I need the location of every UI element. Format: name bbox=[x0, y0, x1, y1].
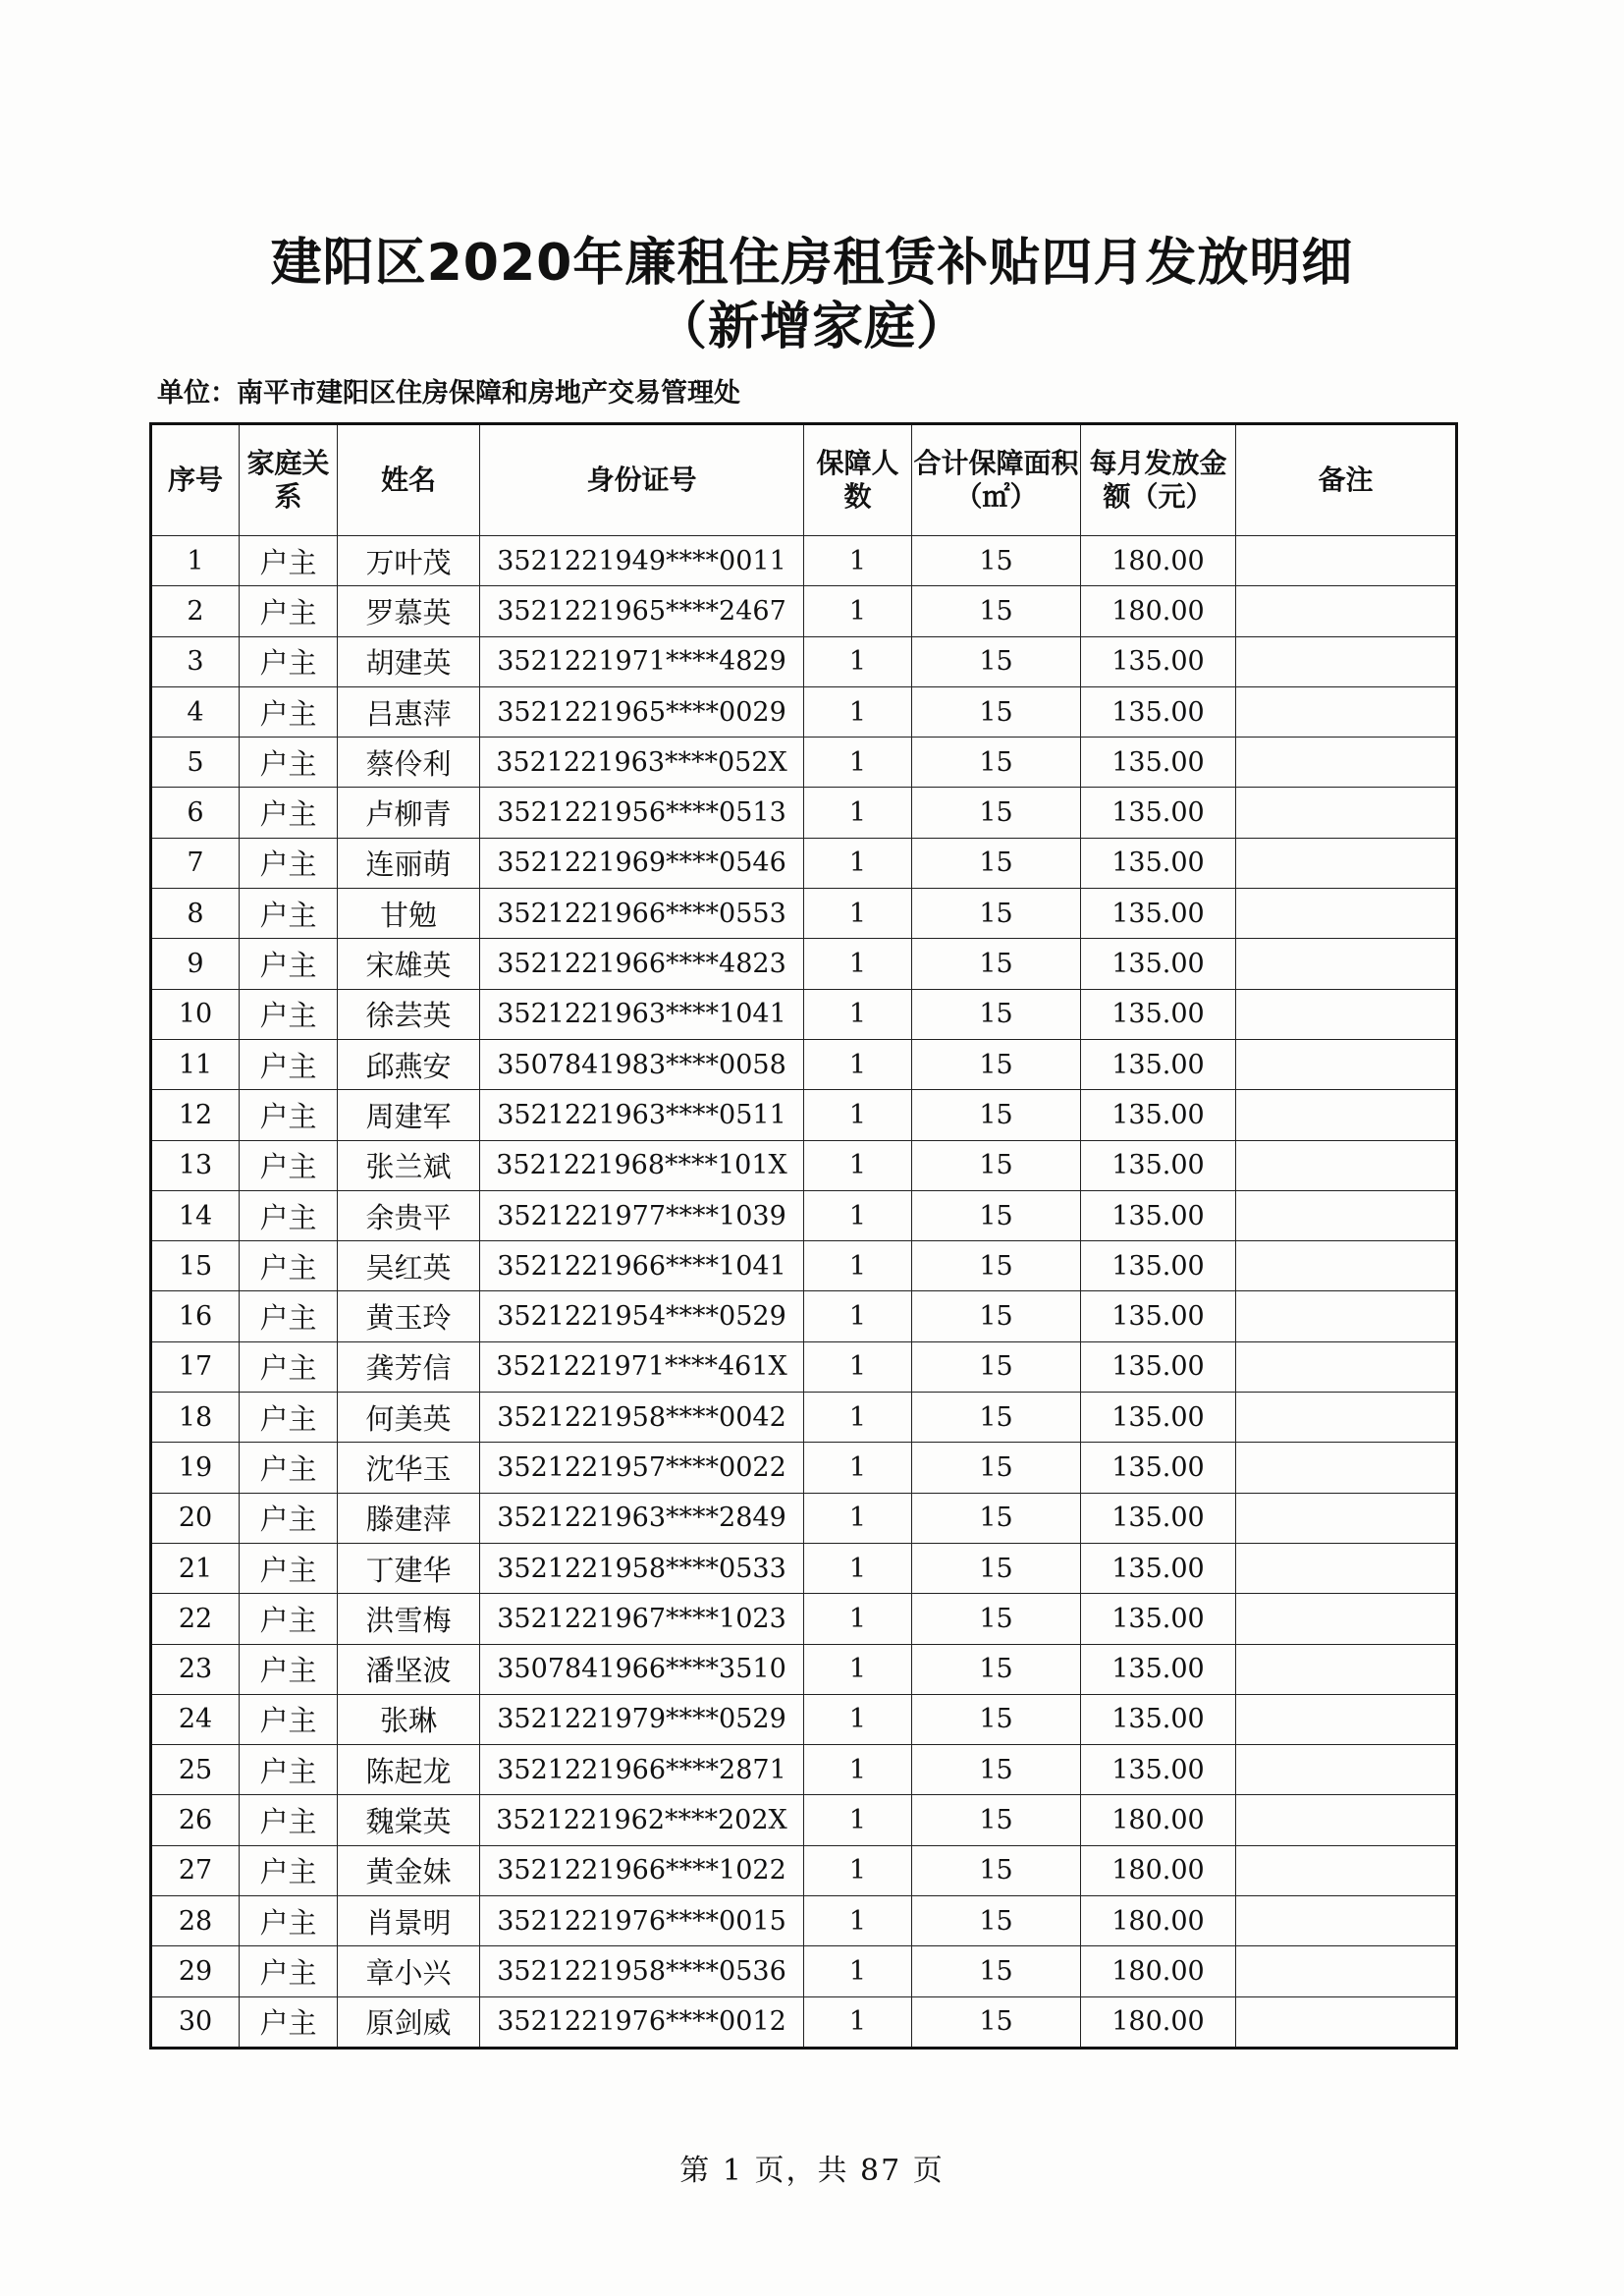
cell-amount: 180.00 bbox=[1081, 536, 1236, 586]
cell-name: 连丽萌 bbox=[338, 838, 480, 888]
cell-note bbox=[1236, 1896, 1457, 1946]
cell-seq: 19 bbox=[151, 1443, 240, 1493]
cell-persons: 1 bbox=[804, 1241, 912, 1291]
cell-note bbox=[1236, 1745, 1457, 1795]
cell-area: 15 bbox=[912, 1946, 1081, 1996]
cell-note bbox=[1236, 1644, 1457, 1694]
cell-name: 龚芳信 bbox=[338, 1341, 480, 1392]
header-seq: 序号 bbox=[151, 424, 240, 536]
cell-seq: 27 bbox=[151, 1845, 240, 1895]
cell-persons: 1 bbox=[804, 1795, 912, 1845]
table-row bbox=[151, 939, 1457, 989]
cell-persons: 1 bbox=[804, 1745, 912, 1795]
cell-seq: 15 bbox=[151, 1241, 240, 1291]
table-row bbox=[151, 1443, 1457, 1493]
table-row bbox=[151, 1946, 1457, 1996]
cell-id-number: 3521221958****0533 bbox=[480, 1543, 804, 1593]
cell-persons: 1 bbox=[804, 1594, 912, 1644]
cell-area: 15 bbox=[912, 1594, 1081, 1644]
cell-area: 15 bbox=[912, 1845, 1081, 1895]
cell-relation: 户主 bbox=[240, 636, 338, 686]
cell-seq: 24 bbox=[151, 1694, 240, 1744]
cell-name: 胡建英 bbox=[338, 636, 480, 686]
table-row bbox=[151, 1341, 1457, 1392]
cell-name: 沈华玉 bbox=[338, 1443, 480, 1493]
cell-relation: 户主 bbox=[240, 1543, 338, 1593]
cell-amount: 135.00 bbox=[1081, 738, 1236, 788]
cell-persons: 1 bbox=[804, 1291, 912, 1341]
cell-name: 洪雪梅 bbox=[338, 1594, 480, 1644]
cell-id-number: 3521221954****0529 bbox=[480, 1291, 804, 1341]
cell-id-number: 3521221977****1039 bbox=[480, 1190, 804, 1240]
cell-area: 15 bbox=[912, 1795, 1081, 1845]
table-row bbox=[151, 1594, 1457, 1644]
cell-note bbox=[1236, 1543, 1457, 1593]
table-row bbox=[151, 1039, 1457, 1089]
table-row bbox=[151, 788, 1457, 838]
cell-amount: 135.00 bbox=[1081, 788, 1236, 838]
cell-name: 滕建萍 bbox=[338, 1493, 480, 1543]
cell-area: 15 bbox=[912, 1341, 1081, 1392]
cell-relation: 户主 bbox=[240, 1845, 338, 1895]
cell-area: 15 bbox=[912, 586, 1081, 636]
cell-seq: 29 bbox=[151, 1946, 240, 1996]
cell-name: 何美英 bbox=[338, 1393, 480, 1443]
cell-id-number: 3521221963****0511 bbox=[480, 1090, 804, 1140]
cell-note bbox=[1236, 1140, 1457, 1190]
table-row bbox=[151, 1996, 1457, 2048]
cell-persons: 1 bbox=[804, 1341, 912, 1392]
cell-id-number: 3521221963****1041 bbox=[480, 989, 804, 1039]
table-row bbox=[151, 1644, 1457, 1694]
cell-id-number: 3521221965****2467 bbox=[480, 586, 804, 636]
table-row bbox=[151, 1745, 1457, 1795]
cell-name: 肖景明 bbox=[338, 1896, 480, 1946]
cell-seq: 14 bbox=[151, 1190, 240, 1240]
cell-amount: 135.00 bbox=[1081, 1039, 1236, 1089]
cell-name: 丁建华 bbox=[338, 1543, 480, 1593]
cell-persons: 1 bbox=[804, 838, 912, 888]
cell-persons: 1 bbox=[804, 686, 912, 737]
subsidy-table bbox=[149, 422, 1458, 2050]
cell-seq: 25 bbox=[151, 1745, 240, 1795]
cell-amount: 135.00 bbox=[1081, 1393, 1236, 1443]
cell-amount: 135.00 bbox=[1081, 1644, 1236, 1694]
cell-persons: 1 bbox=[804, 1996, 912, 2048]
cell-relation: 户主 bbox=[240, 586, 338, 636]
cell-relation: 户主 bbox=[240, 788, 338, 838]
cell-note bbox=[1236, 686, 1457, 737]
table-header-row bbox=[151, 424, 1457, 536]
cell-persons: 1 bbox=[804, 788, 912, 838]
table-body bbox=[151, 536, 1457, 2049]
cell-id-number: 3521221949****0011 bbox=[480, 536, 804, 586]
cell-note bbox=[1236, 989, 1457, 1039]
cell-id-number: 3521221956****0513 bbox=[480, 788, 804, 838]
cell-relation: 户主 bbox=[240, 1039, 338, 1089]
table-row bbox=[151, 1140, 1457, 1190]
cell-persons: 1 bbox=[804, 939, 912, 989]
cell-area: 15 bbox=[912, 989, 1081, 1039]
cell-area: 15 bbox=[912, 1393, 1081, 1443]
cell-relation: 户主 bbox=[240, 1594, 338, 1644]
table-row bbox=[151, 1694, 1457, 1744]
cell-relation: 户主 bbox=[240, 1140, 338, 1190]
cell-note bbox=[1236, 1996, 1457, 2048]
cell-seq: 16 bbox=[151, 1291, 240, 1341]
cell-name: 张兰斌 bbox=[338, 1140, 480, 1190]
table-row bbox=[151, 1393, 1457, 1443]
cell-name: 吴红英 bbox=[338, 1241, 480, 1291]
cell-id-number: 3507841983****0058 bbox=[480, 1039, 804, 1089]
cell-name: 章小兴 bbox=[338, 1946, 480, 1996]
header-area: 合计保障面积（㎡） bbox=[912, 424, 1081, 536]
cell-area: 15 bbox=[912, 1241, 1081, 1291]
cell-seq: 23 bbox=[151, 1644, 240, 1694]
cell-note bbox=[1236, 1039, 1457, 1089]
header-name: 姓名 bbox=[338, 424, 480, 536]
cell-note bbox=[1236, 1594, 1457, 1644]
cell-note bbox=[1236, 1443, 1457, 1493]
cell-name: 万叶茂 bbox=[338, 536, 480, 586]
cell-amount: 180.00 bbox=[1081, 1845, 1236, 1895]
cell-amount: 180.00 bbox=[1081, 1946, 1236, 1996]
cell-seq: 17 bbox=[151, 1341, 240, 1392]
cell-name: 蔡伶利 bbox=[338, 738, 480, 788]
cell-relation: 户主 bbox=[240, 1996, 338, 2048]
cell-id-number: 3521221968****101X bbox=[480, 1140, 804, 1190]
cell-seq: 3 bbox=[151, 636, 240, 686]
cell-seq: 20 bbox=[151, 1493, 240, 1543]
cell-id-number: 3521221962****202X bbox=[480, 1795, 804, 1845]
cell-area: 15 bbox=[912, 686, 1081, 737]
cell-relation: 户主 bbox=[240, 1393, 338, 1443]
cell-area: 15 bbox=[912, 889, 1081, 939]
cell-persons: 1 bbox=[804, 536, 912, 586]
cell-note bbox=[1236, 1341, 1457, 1392]
cell-id-number: 3521221958****0536 bbox=[480, 1946, 804, 1996]
cell-seq: 8 bbox=[151, 889, 240, 939]
cell-persons: 1 bbox=[804, 1493, 912, 1543]
cell-id-number: 3521221958****0042 bbox=[480, 1393, 804, 1443]
cell-relation: 户主 bbox=[240, 1795, 338, 1845]
cell-note bbox=[1236, 788, 1457, 838]
cell-area: 15 bbox=[912, 1644, 1081, 1694]
cell-name: 卢柳青 bbox=[338, 788, 480, 838]
cell-seq: 22 bbox=[151, 1594, 240, 1644]
cell-name: 宋雄英 bbox=[338, 939, 480, 989]
cell-relation: 户主 bbox=[240, 1291, 338, 1341]
cell-name: 甘勉 bbox=[338, 889, 480, 939]
cell-amount: 180.00 bbox=[1081, 1795, 1236, 1845]
cell-area: 15 bbox=[912, 838, 1081, 888]
header-id: 身份证号 bbox=[480, 424, 804, 536]
cell-name: 徐芸英 bbox=[338, 989, 480, 1039]
cell-id-number: 3521221967****1023 bbox=[480, 1594, 804, 1644]
header-persons: 保障人数 bbox=[804, 424, 912, 536]
cell-relation: 户主 bbox=[240, 939, 338, 989]
table-row bbox=[151, 989, 1457, 1039]
cell-name: 魏棠英 bbox=[338, 1795, 480, 1845]
cell-area: 15 bbox=[912, 1039, 1081, 1089]
cell-amount: 135.00 bbox=[1081, 1190, 1236, 1240]
cell-amount: 135.00 bbox=[1081, 636, 1236, 686]
table-row bbox=[151, 1241, 1457, 1291]
header-relation: 家庭关系 bbox=[240, 424, 338, 536]
cell-name: 黄金妹 bbox=[338, 1845, 480, 1895]
cell-id-number: 3507841966****3510 bbox=[480, 1644, 804, 1694]
cell-note bbox=[1236, 939, 1457, 989]
cell-amount: 135.00 bbox=[1081, 939, 1236, 989]
cell-persons: 1 bbox=[804, 989, 912, 1039]
cell-note bbox=[1236, 1190, 1457, 1240]
cell-name: 周建军 bbox=[338, 1090, 480, 1140]
cell-persons: 1 bbox=[804, 1946, 912, 1996]
table-row bbox=[151, 1090, 1457, 1140]
cell-note bbox=[1236, 738, 1457, 788]
cell-id-number: 3521221966****2871 bbox=[480, 1745, 804, 1795]
cell-relation: 户主 bbox=[240, 1493, 338, 1543]
cell-persons: 1 bbox=[804, 1140, 912, 1190]
issuing-unit: 单位：南平市建阳区住房保障和房地产交易管理处 bbox=[157, 378, 740, 409]
cell-area: 15 bbox=[912, 1493, 1081, 1543]
cell-note bbox=[1236, 586, 1457, 636]
cell-name: 陈起龙 bbox=[338, 1745, 480, 1795]
cell-relation: 户主 bbox=[240, 738, 338, 788]
cell-amount: 135.00 bbox=[1081, 1694, 1236, 1744]
cell-name: 潘坚波 bbox=[338, 1644, 480, 1694]
cell-note bbox=[1236, 1694, 1457, 1744]
cell-relation: 户主 bbox=[240, 838, 338, 888]
cell-note bbox=[1236, 636, 1457, 686]
table-row bbox=[151, 636, 1457, 686]
cell-id-number: 3521221971****461X bbox=[480, 1341, 804, 1392]
cell-relation: 户主 bbox=[240, 1443, 338, 1493]
cell-amount: 135.00 bbox=[1081, 1241, 1236, 1291]
cell-seq: 7 bbox=[151, 838, 240, 888]
cell-note bbox=[1236, 1795, 1457, 1845]
cell-persons: 1 bbox=[804, 1190, 912, 1240]
header-note: 备注 bbox=[1236, 424, 1457, 536]
cell-relation: 户主 bbox=[240, 989, 338, 1039]
cell-id-number: 3521221971****4829 bbox=[480, 636, 804, 686]
cell-seq: 11 bbox=[151, 1039, 240, 1089]
cell-amount: 135.00 bbox=[1081, 1594, 1236, 1644]
table-row bbox=[151, 1845, 1457, 1895]
cell-relation: 户主 bbox=[240, 686, 338, 737]
cell-seq: 6 bbox=[151, 788, 240, 838]
cell-area: 15 bbox=[912, 1291, 1081, 1341]
cell-area: 15 bbox=[912, 1543, 1081, 1593]
table-row bbox=[151, 1190, 1457, 1240]
cell-persons: 1 bbox=[804, 1090, 912, 1140]
cell-note bbox=[1236, 1493, 1457, 1543]
cell-id-number: 3521221966****1041 bbox=[480, 1241, 804, 1291]
cell-amount: 135.00 bbox=[1081, 1341, 1236, 1392]
cell-id-number: 3521221979****0529 bbox=[480, 1694, 804, 1744]
cell-amount: 135.00 bbox=[1081, 989, 1236, 1039]
cell-note bbox=[1236, 1946, 1457, 1996]
cell-id-number: 3521221966****0553 bbox=[480, 889, 804, 939]
cell-seq: 4 bbox=[151, 686, 240, 737]
cell-area: 15 bbox=[912, 1090, 1081, 1140]
cell-name: 原剑威 bbox=[338, 1996, 480, 2048]
cell-amount: 135.00 bbox=[1081, 889, 1236, 939]
cell-seq: 13 bbox=[151, 1140, 240, 1190]
cell-area: 15 bbox=[912, 1140, 1081, 1190]
cell-id-number: 3521221969****0546 bbox=[480, 838, 804, 888]
cell-area: 15 bbox=[912, 1443, 1081, 1493]
cell-name: 邱燕安 bbox=[338, 1039, 480, 1089]
cell-id-number: 3521221966****1022 bbox=[480, 1845, 804, 1895]
cell-seq: 30 bbox=[151, 1996, 240, 2048]
cell-name: 余贵平 bbox=[338, 1190, 480, 1240]
cell-persons: 1 bbox=[804, 586, 912, 636]
cell-relation: 户主 bbox=[240, 1644, 338, 1694]
table-row bbox=[151, 1291, 1457, 1341]
cell-id-number: 3521221963****052X bbox=[480, 738, 804, 788]
cell-area: 15 bbox=[912, 1996, 1081, 2048]
cell-area: 15 bbox=[912, 788, 1081, 838]
table-row bbox=[151, 738, 1457, 788]
cell-persons: 1 bbox=[804, 1393, 912, 1443]
cell-seq: 10 bbox=[151, 989, 240, 1039]
table-row bbox=[151, 1896, 1457, 1946]
cell-area: 15 bbox=[912, 1694, 1081, 1744]
cell-name: 黄玉玲 bbox=[338, 1291, 480, 1341]
cell-relation: 户主 bbox=[240, 1190, 338, 1240]
cell-name: 罗慕英 bbox=[338, 586, 480, 636]
cell-id-number: 3521221976****0015 bbox=[480, 1896, 804, 1946]
cell-area: 15 bbox=[912, 939, 1081, 989]
cell-persons: 1 bbox=[804, 1694, 912, 1744]
cell-amount: 135.00 bbox=[1081, 686, 1236, 737]
cell-area: 15 bbox=[912, 738, 1081, 788]
table-row bbox=[151, 838, 1457, 888]
cell-seq: 21 bbox=[151, 1543, 240, 1593]
cell-amount: 135.00 bbox=[1081, 838, 1236, 888]
cell-persons: 1 bbox=[804, 1039, 912, 1089]
cell-seq: 2 bbox=[151, 586, 240, 636]
table-row bbox=[151, 686, 1457, 737]
cell-seq: 9 bbox=[151, 939, 240, 989]
cell-seq: 1 bbox=[151, 536, 240, 586]
cell-note bbox=[1236, 1393, 1457, 1443]
cell-amount: 135.00 bbox=[1081, 1493, 1236, 1543]
cell-note bbox=[1236, 1090, 1457, 1140]
cell-persons: 1 bbox=[804, 1896, 912, 1946]
document-title: 建阳区2020年廉租住房租赁补贴四月发放明细 bbox=[270, 234, 1354, 293]
cell-amount: 135.00 bbox=[1081, 1291, 1236, 1341]
cell-area: 15 bbox=[912, 1745, 1081, 1795]
cell-note bbox=[1236, 838, 1457, 888]
cell-note bbox=[1236, 1845, 1457, 1895]
cell-relation: 户主 bbox=[240, 1745, 338, 1795]
cell-relation: 户主 bbox=[240, 889, 338, 939]
cell-persons: 1 bbox=[804, 1543, 912, 1593]
header-amount: 每月发放金额（元） bbox=[1081, 424, 1236, 536]
cell-amount: 180.00 bbox=[1081, 586, 1236, 636]
cell-persons: 1 bbox=[804, 1644, 912, 1694]
cell-area: 15 bbox=[912, 636, 1081, 686]
table-row bbox=[151, 1795, 1457, 1845]
cell-id-number: 3521221957****0022 bbox=[480, 1443, 804, 1493]
cell-persons: 1 bbox=[804, 1443, 912, 1493]
cell-note bbox=[1236, 536, 1457, 586]
cell-id-number: 3521221965****0029 bbox=[480, 686, 804, 737]
cell-area: 15 bbox=[912, 536, 1081, 586]
cell-name: 吕惠萍 bbox=[338, 686, 480, 737]
cell-note bbox=[1236, 889, 1457, 939]
cell-seq: 26 bbox=[151, 1795, 240, 1845]
cell-amount: 135.00 bbox=[1081, 1443, 1236, 1493]
cell-relation: 户主 bbox=[240, 1946, 338, 1996]
cell-amount: 135.00 bbox=[1081, 1140, 1236, 1190]
table-row bbox=[151, 1493, 1457, 1543]
cell-id-number: 3521221976****0012 bbox=[480, 1996, 804, 2048]
cell-amount: 180.00 bbox=[1081, 1896, 1236, 1946]
document-subtitle: （新增家庭） bbox=[655, 298, 968, 356]
cell-persons: 1 bbox=[804, 1845, 912, 1895]
cell-note bbox=[1236, 1241, 1457, 1291]
page-footer: 第 1 页，共 87 页 bbox=[679, 2154, 945, 2188]
cell-seq: 12 bbox=[151, 1090, 240, 1140]
cell-name: 张琳 bbox=[338, 1694, 480, 1744]
cell-seq: 18 bbox=[151, 1393, 240, 1443]
cell-area: 15 bbox=[912, 1896, 1081, 1946]
cell-seq: 5 bbox=[151, 738, 240, 788]
cell-seq: 28 bbox=[151, 1896, 240, 1946]
cell-persons: 1 bbox=[804, 738, 912, 788]
cell-amount: 135.00 bbox=[1081, 1090, 1236, 1140]
cell-relation: 户主 bbox=[240, 536, 338, 586]
cell-id-number: 3521221963****2849 bbox=[480, 1493, 804, 1543]
cell-amount: 135.00 bbox=[1081, 1745, 1236, 1795]
cell-relation: 户主 bbox=[240, 1241, 338, 1291]
cell-amount: 135.00 bbox=[1081, 1543, 1236, 1593]
cell-relation: 户主 bbox=[240, 1090, 338, 1140]
cell-note bbox=[1236, 1291, 1457, 1341]
cell-id-number: 3521221966****4823 bbox=[480, 939, 804, 989]
cell-amount: 180.00 bbox=[1081, 1996, 1236, 2048]
table-row bbox=[151, 536, 1457, 586]
cell-relation: 户主 bbox=[240, 1896, 338, 1946]
table-row bbox=[151, 1543, 1457, 1593]
table-row bbox=[151, 586, 1457, 636]
cell-persons: 1 bbox=[804, 889, 912, 939]
cell-area: 15 bbox=[912, 1190, 1081, 1240]
cell-persons: 1 bbox=[804, 636, 912, 686]
cell-relation: 户主 bbox=[240, 1341, 338, 1392]
table-row bbox=[151, 889, 1457, 939]
cell-relation: 户主 bbox=[240, 1694, 338, 1744]
